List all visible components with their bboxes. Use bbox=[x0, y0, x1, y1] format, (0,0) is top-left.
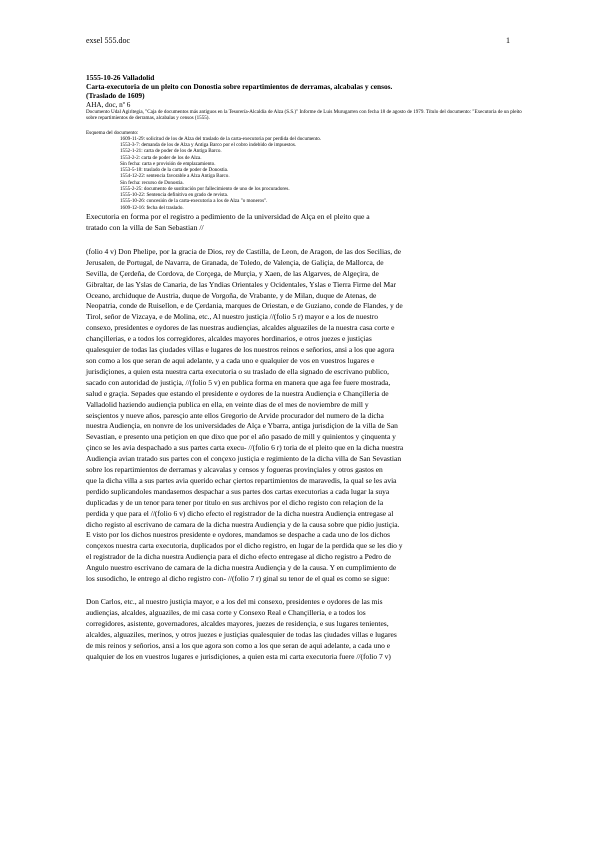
esquema-item: Sin fecha: recurso de Donostia. bbox=[120, 179, 184, 186]
doc-title-subject: Carta-executoria de un pleito con Donostia sobre repartimientos de derramas, alcabalas y censos. bbox=[86, 82, 393, 92]
text-line: E visto por los dichos nuestros presidente e oydores, mandamos se despache a cada uno de los dichos bbox=[86, 530, 391, 540]
esquema-item: 1553-3-7: demanda de los de Alza y Antiga Barco por el cobro indebido de impuestos. bbox=[120, 142, 297, 149]
text-line: Sevilla, de Çerdeña, de Cordova, de Corçega, de Murçia, y Xaen, de las Algarves, de Algeçira, de bbox=[86, 268, 379, 278]
text-line: los susodicho, le entrego al dicho registro con- //(folio 7 r) ginal su tenor de el qual es como se sigue: bbox=[86, 574, 390, 584]
text-line: Tirol, señor de Vizcaya, e de Molina, etc., Al nuestro justiçia //(folio 5 r) mayor e a los de nuestro bbox=[86, 312, 378, 322]
document-body bbox=[86, 73, 526, 662]
text-line: qualquier de los en vuestros lugares e jurisdiçiones, a quien esta mi carta executoria fuere //(folio 7 v) bbox=[86, 651, 391, 661]
text-line: nuestra Audiençia, en nonvre de los universidades de Alça e Ybarra, antiga jurisdiçion de la villa de San bbox=[86, 421, 398, 431]
doc-title-date-place: 1555-10-26 Valladolid bbox=[86, 73, 155, 82]
paragraph-2 bbox=[86, 597, 526, 662]
text-line: Valladolid haziendo audiençia publica en ella, en veinte dias de el mes de noviembre de mill y bbox=[86, 399, 369, 409]
esquema-item: 1553-2-2: carta de poder de los de Alza. bbox=[120, 154, 202, 161]
text-line: qualesquier de todas las çiudades villas e lugares de los nuestros reinos e señorios, ansi a los que agora bbox=[86, 345, 395, 355]
esquema-item: 1555-10-22: Sentencia definitiva en grado de revista. bbox=[120, 192, 229, 199]
text-line: seisçientos y nueve años, paresçio ante ellos Gregorio de Arvide procurador del numero de la dicha bbox=[86, 410, 384, 420]
text-line: corregidores, asistente, governadores, alcaldes mayores, juezes de residençia, e sus lugares tenientes, bbox=[86, 618, 389, 628]
text-line: duplicadas y de un tenor para tener por titulo en sus archivos por el dicho registo con relaçion de la bbox=[86, 497, 384, 507]
intro-line: tratado con la villa de San Sebastian // bbox=[86, 222, 204, 232]
text-line: Jerusalen, de Portugal, de Navarra, de Granada, de Toledo, de Valençia, de Galiçia, de Mallorca, de bbox=[86, 257, 384, 267]
text-line: sacado con autoridad de justiçia, //(folio 5 v) en publica forma en manera que aga fee fuere mostrada, bbox=[86, 377, 391, 387]
text-line: el registrador de la dicha nuestra Audiençia para el dicho efecto entregase al dicho registro a Pedro de bbox=[86, 552, 392, 562]
text-line: jurisdiçiones, a quien esta nuestra carta executoria o su traslado de ella signado de escrivano publico, bbox=[86, 366, 390, 376]
source-note: Documento Udal Agiritegia, "Caja de documentos más antiguos en la Tesorería-Alcaldía de Alza (S.S.)" Informe de Luis Murugarren con fecha 18 de agosto de 1979. Título del documento: "Executoria de un pleito sobre repartimientos de derramas, alcabalas y censos (1555). bbox=[86, 109, 522, 122]
archive-reference: AHA, doc, nº 6 bbox=[86, 100, 131, 109]
text-line: chançillerias, e a todos los corregidores, alcaldes mayores hordinarios, e otros juezes e justiçias bbox=[86, 334, 372, 344]
esquema-heading: Esquema del documento: bbox=[86, 129, 139, 136]
text-line: Don Carlos, etc., al nuestro justiçia mayor, e a los del mi consexo, presidentes e oydores de las mis bbox=[86, 597, 383, 606]
text-line: Audiençia avian tratado sus partes con el conçexo justiçia e regimiento de la dicha villa de San Sevastian bbox=[86, 454, 402, 464]
header-filename: exsel 555.doc bbox=[86, 36, 130, 45]
esquema-list bbox=[86, 136, 526, 211]
text-line: perdida y que para el //(folio 6 v) dicho efecto el registrador de la dicha nuestra Audiençia entregase al bbox=[86, 508, 394, 518]
text-line: salud e graçia. Sepades que estando el presidente e oydores de la nuestra Audiençia e Chançilleria de bbox=[86, 388, 389, 398]
esquema-item: 1555-10-26: concesión de la carta-executoria a los de Alza "o moneros". bbox=[120, 198, 268, 205]
text-line: audiençias, alcaldes, alguaziles, de mi casa corte y Consexo Real e Chançilleria, e a todos los bbox=[86, 607, 366, 617]
esquema-item: 1552-1-21: carta de poder de los de Antiga Barco. bbox=[120, 148, 222, 155]
text-line: dicho registo al escrivano de camara de la dicha nuestra Audiençia y de la causa sobre que pidio justiçia. bbox=[86, 519, 400, 529]
esquema-item: Sin fecha: carta e provisión de emplazamiento. bbox=[120, 160, 216, 167]
text-line: Sevastian, e presento una petiçion en que dixo que por el año pasado de mill y quinientos y çinquenta y bbox=[86, 432, 396, 442]
intro-line: Executoria en forma por el registro a pedimiento de la universidad de Alça en el pleito que a bbox=[86, 211, 370, 221]
text-line: alcaldes, alguaziles, merinos, y otros juezes e justiçias qualesquier de todas las çiudades villas e lugares bbox=[86, 629, 397, 639]
text-line: consexo, presidentes e oydores de las nuestras audiençias, alcaldes alguaziles de la nuestra casa corte e bbox=[86, 323, 395, 333]
text-line: Oceano, archiduque de Austria, duque de Vorgoña, de Vrabante, y de Milan, duque de Atenas, de bbox=[86, 290, 377, 300]
text-line: sobre los repartimientos de derramas y alcavalas y censos y fogueras provinçiales y otros gastos en bbox=[86, 465, 383, 475]
text-line: que la dicha villa a sus partes avia querido echar çiertos repartimientos de maravedis, la qual se les avia bbox=[86, 475, 397, 485]
text-line: (folio 4 v) Don Phelipe, por la gracia de Dios, rey de Castilla, de Leon, de Aragon, de las dos Secilias, de bbox=[86, 246, 402, 256]
text-line: Neopatria, conde de Ruisellon, e de Çerdania, marques de Oriestan, e de Guziano, conde de Flandes, y de bbox=[86, 301, 403, 311]
esquema-item: 1554-12-22: sentencia favorable a Alza Antiga Barco. bbox=[120, 173, 230, 180]
text-line: conçexos nuestra carta executoria, duplicados por el dicho registro, en lugar de la perdida que se les dio y bbox=[86, 541, 403, 551]
esquema-item: 1555-2-25: documento de sustitución por fallecimiento de uno de los procuradores. bbox=[120, 185, 290, 192]
text-line: de mis reinos y señorios, ansi a los que agora son como a los que seran de aqui adelante, a cada uno e bbox=[86, 640, 391, 650]
doc-title-copy-note: (Traslado de 1609) bbox=[86, 91, 145, 101]
text-line: Gibraltar, de las Yslas de Canaria, de las Yndias Orientales y Ocidentales, Yslas e Tierra Firme del Mar bbox=[86, 279, 397, 289]
text-line: perdido suplicandoles mandasemos despachar a sus partes dos cartas executorias a cada lugar la suya bbox=[86, 486, 390, 496]
paragraph-1 bbox=[86, 247, 526, 585]
text-line: son como a los que seran de aqui adelante, y a cada uno e qualquier de vos en vuestros lugares e bbox=[86, 355, 375, 365]
esquema-item: 1553-5-18: traslado de la carta de poder de Donostia. bbox=[120, 167, 229, 174]
text-line: çinco se les avia despachado a sus partes carta execu- //(folio 6 r) toria de el pleito que en la dicha nuestra bbox=[86, 443, 404, 453]
esquema-item: 1609-11-29: solicitud de los de Alza del traslado de la carta-executoria por perdida del documento. bbox=[120, 135, 322, 142]
header-page-number: 1 bbox=[506, 36, 510, 45]
esquema-item: 1609-12-16: fecha del traslado. bbox=[120, 204, 184, 211]
text-line: Angulo nuestro escrivano de camara de la dicha nuestra Audiençia y de la causa. Y en cumplimiento de bbox=[86, 563, 397, 573]
